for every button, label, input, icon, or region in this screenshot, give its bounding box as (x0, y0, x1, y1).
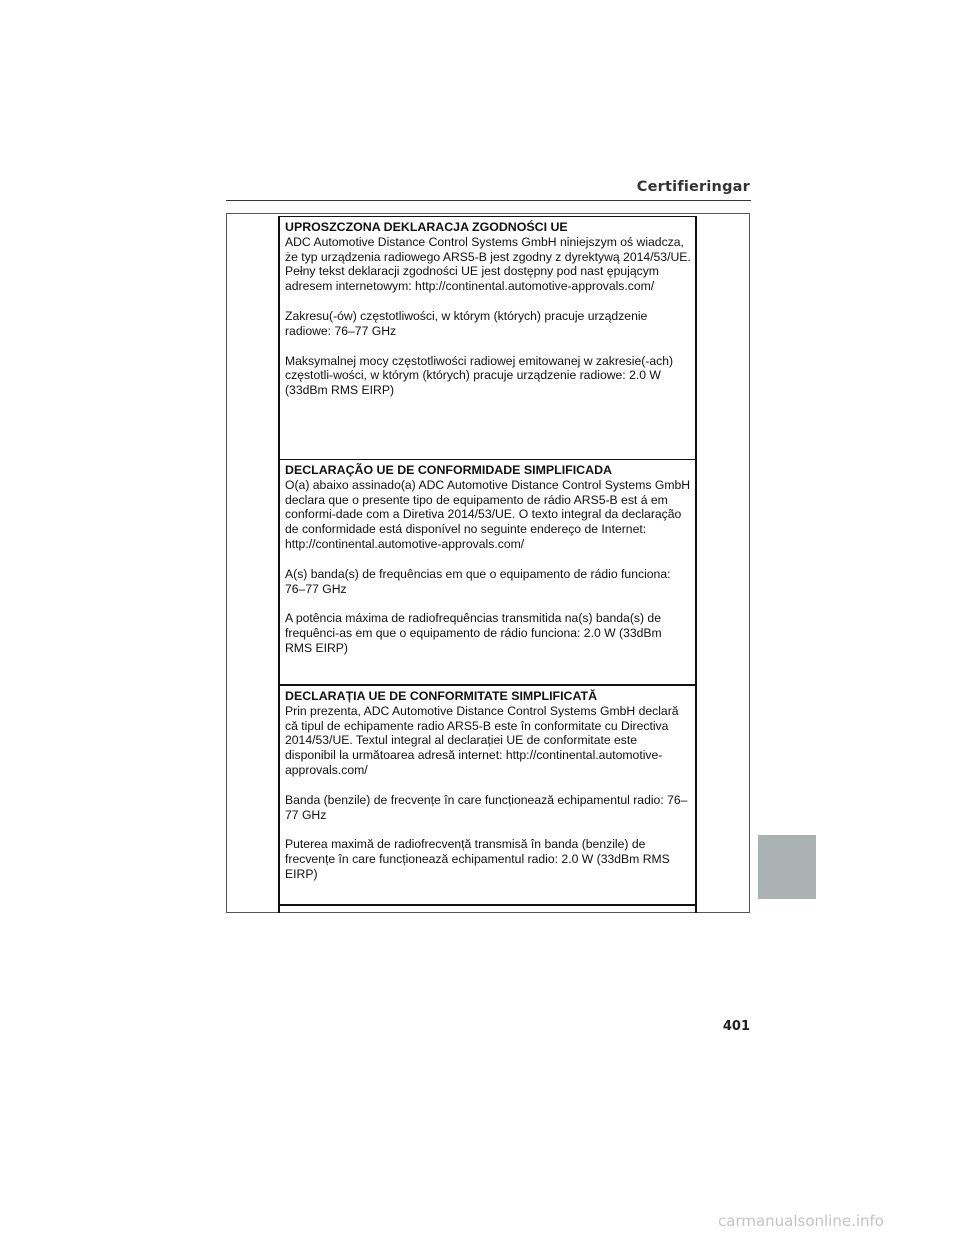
section-heading: DECLARAÇÃO UE DE CONFORMIDADE SIMPLIFICADA (285, 463, 612, 477)
section-body: O(a) abaixo assinado(a) ADC Automotive Distance Control Systems GmbH declara que o presente tipo de equipamento de rádio ARS5-B est á em conformi-dade com a Diretiva 2014/53/UE. O texto integral da declaração de conformidade está disponível no seguinte endereço de Internet: http://continental.automotive-approvals.com/ (285, 477, 691, 551)
frequency-band-text: Banda (benzile) de frecvențe în care funcționează echipamentul radio: 76–77 GHz (285, 792, 688, 822)
max-power-text: Puterea maximă de radiofrecvență transmisă în banda (benzile) de frecvențe în care funcționează echipamentul radio: 2.0 W (33dBm RMS EIRP) (285, 837, 670, 881)
max-power-text: A potência máxima de radiofrequências transmitida na(s) banda(s) de frequênci-as em que o equipamento de rádio funciona: 2.0 W (33dBm RMS EIRP) (285, 611, 662, 655)
header-rule (226, 200, 751, 201)
max-power-text: Maksymalnej mocy częstotliwości radiowej emitowanej w zakresie(-ach) częstotli-wości, w którym (których) pracuje urządzenie radiowe: 2.0 W (33dBm RMS EIRP) (285, 353, 674, 398)
frequency-band-text: Zakresu(-ów) częstotliwości, w którym (których) pracuje urządzenie radiowe: 76–77 GHz (285, 308, 648, 338)
frequency-band-text: A(s) banda(s) de frequências em que o equipamento de rádio funciona: 76–77 GHz (285, 566, 671, 596)
section-heading: UPROSZCZONA DEKLARACJA ZGODNOŚCI UE (285, 220, 568, 234)
scanned-declarations (278, 216, 697, 913)
section-heading: DECLARAȚIA UE DE CONFORMITATE SIMPLIFICATĂ (285, 689, 598, 703)
page-number: 401 (722, 1019, 750, 1034)
declaration-section-romanian (280, 684, 695, 906)
declaration-section-portuguese (280, 459, 695, 684)
declaration-section-polish (280, 216, 695, 459)
header-title: Certifieringar (636, 179, 750, 195)
section-body: ADC Automotive Distance Control Systems GmbH niniejszym oś wiadcza, że typ urządzenia radiowego ARS5-B jest zgodny z dyrektywą 2014/53/UE. Pełny tekst deklaracji zgodności UE jest dostępny pod nast ępującym adresem internetowym: http://continental.automotive-approvals.com/ (285, 234, 691, 294)
chapter-side-tab (758, 835, 816, 899)
section-body: Prin prezenta, ADC Automotive Distance Control Systems GmbH declară că tipul de echipamente radio ARS5-B este în conformitate cu Directiva 2014/53/UE. Textul integral al declarației UE de conformitate este disponibil la următoarea adresă internet: http://continental.automotive-approvals.com/ (285, 703, 679, 777)
watermark: carmanualsonline.info (718, 1212, 884, 1230)
